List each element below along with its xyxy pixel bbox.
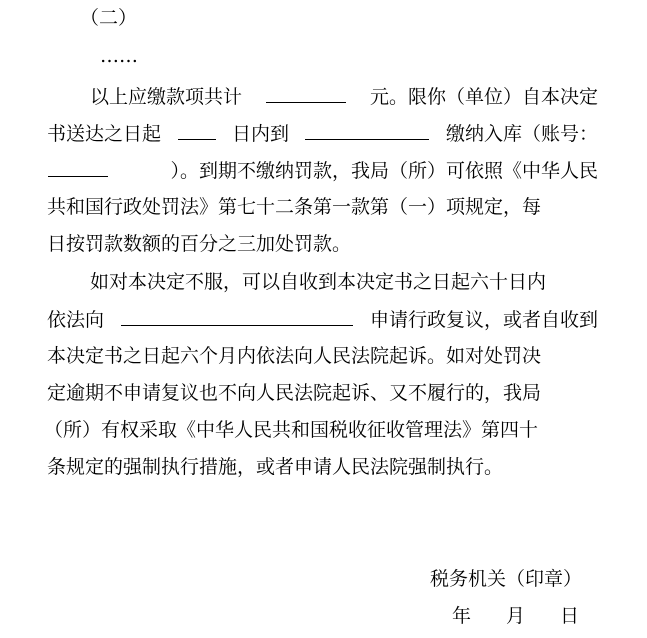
para1-text: ）。到期不缴纳罚款，我局（所）可依照《中华人民 — [170, 160, 598, 182]
para2-text: 依法向 — [47, 309, 105, 331]
days-blank — [178, 121, 216, 140]
para1-text: 日内到 — [231, 123, 289, 145]
location-blank — [305, 121, 429, 140]
para1-text: 元。限你（单位）自本决定 — [369, 86, 598, 108]
para2-line4: 定逾期不申请复议也不向人民法院起诉、又不履行的，我局 — [47, 382, 542, 404]
para1-text: 书送达之日起 — [47, 123, 162, 145]
para1-text: 缴纳入库（账号： — [445, 123, 598, 145]
para2-line3: 本决定书之日起六个月内依法向人民法院起诉。如对处罚决 — [47, 345, 542, 367]
signature-org: 税务机关（印章） — [430, 568, 583, 590]
para2-line5: （所）有权采取《中华人民共和国税收征收管理法》第四十 — [44, 419, 539, 441]
para1-line4: 共和国行政处罚法》第七十二条第一款第（一）项规定，每 — [47, 196, 542, 218]
signature-year: 年 — [452, 605, 472, 627]
para1-line1 — [90, 84, 598, 109]
ellipsis: …… — [100, 45, 138, 67]
para2-line2 — [47, 307, 598, 332]
para1-line3 — [47, 158, 598, 183]
signature-month: 月 — [506, 605, 526, 627]
para1-line5: 日按罚款数额的百分之三加处罚款。 — [47, 233, 352, 255]
section-heading: （二） — [80, 7, 138, 29]
para2-line6: 条规定的强制执行措施，或者申请人民法院强制执行。 — [47, 456, 504, 478]
para2-line1: 如对本决定不服，可以自收到本决定书之日起六十日内 — [90, 271, 547, 293]
agency-blank — [121, 307, 353, 326]
para2-text: 申请行政复议，或者自收到 — [369, 309, 598, 331]
para1-text: 以上应缴款项共计 — [90, 86, 243, 108]
para1-line2 — [47, 121, 598, 146]
signature-day: 日 — [560, 605, 580, 627]
account-blank — [48, 158, 108, 177]
amount-blank — [266, 84, 346, 103]
